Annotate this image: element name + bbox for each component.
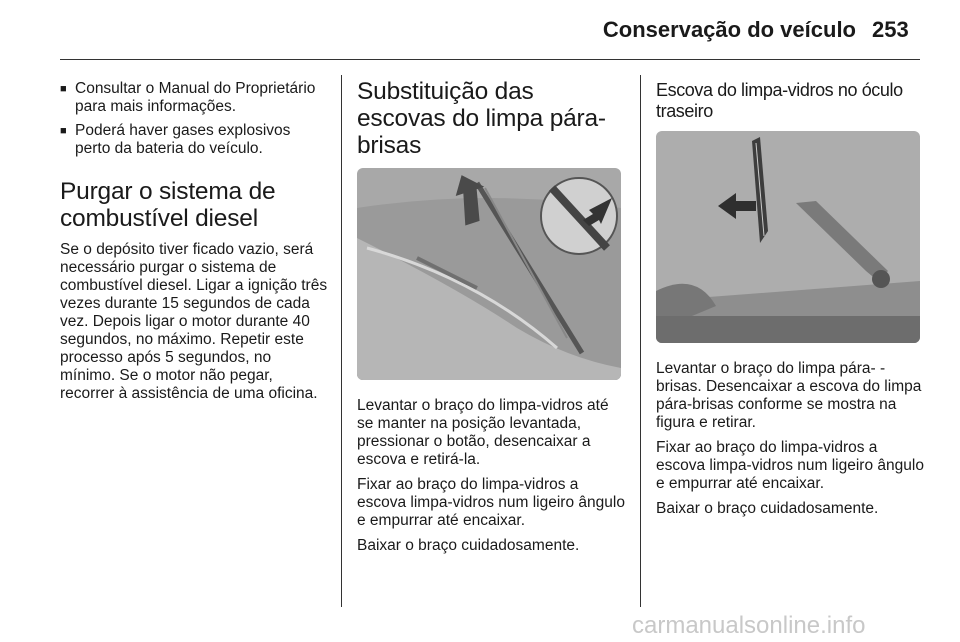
list-item [60,122,330,158]
column-2 [357,78,627,562]
section-heading: Substituição das escovas do limpa pára-brisas [357,78,606,159]
header-divider [60,59,920,60]
page-header-title: Conservação do veículo [602,17,856,42]
square-bullet-icon: ■ [60,125,67,137]
section-heading: Escova do limpa-vidros no óculo traseiro [656,80,903,121]
section-heading: Purgar o sistema de combustível diesel [60,178,276,232]
windshield-wiper-illustration [357,168,621,380]
column-divider-1 [341,75,342,607]
paragraph: Baixar o braço cuidadosamente. [656,500,879,517]
bullet-list [60,80,330,158]
bullet-text: Poderá haver gases explosivos perto da bateria do veículo. [75,122,291,157]
paragraph: Levantar o braço do limpa pára- -brisas. Desencaixar a escova do limpa pára-brisas conforme se mostra na figura e retirar. [656,360,922,431]
paragraph: Fixar ao braço do limpa-vidros a escova limpa-vidros num ligeiro ângulo e empurrar até encaixar. [357,476,625,529]
bullet-text: Consultar o Manual do Proprietário para mais informações. [75,80,316,115]
paragraph: Se o depósito tiver ficado vazio, será necessário purgar o sistema de combustível diesel. Ligar a ignição três vezes durante 15 segundos de cada vez. Depois ligar o motor durante 40 segundos, no máximo. Repetir este processo após 5 segundos, no mínimo. Se o motor não pegar, recorrer à assistência de uma oficina. [60,241,328,402]
paragraph: Levantar o braço do limpa-vidros até se manter na posição levantada, pressionar o botão, desencaixar a escova e retirá-la. [357,397,609,468]
rear-wiper-illustration [656,131,920,343]
list-item [60,80,330,116]
column-divider-2 [640,75,641,607]
column-3 [656,80,926,525]
paragraph: Fixar ao braço do limpa-vidros a escova limpa-vidros num ligeiro ângulo e empurrar até encaixar. [656,439,924,492]
paragraph: Baixar o braço cuidadosamente. [357,537,580,554]
square-bullet-icon: ■ [60,83,67,95]
watermark: carmanualsonline.info [632,612,866,639]
page-number: 253 [872,17,909,42]
column-1 [60,80,330,410]
